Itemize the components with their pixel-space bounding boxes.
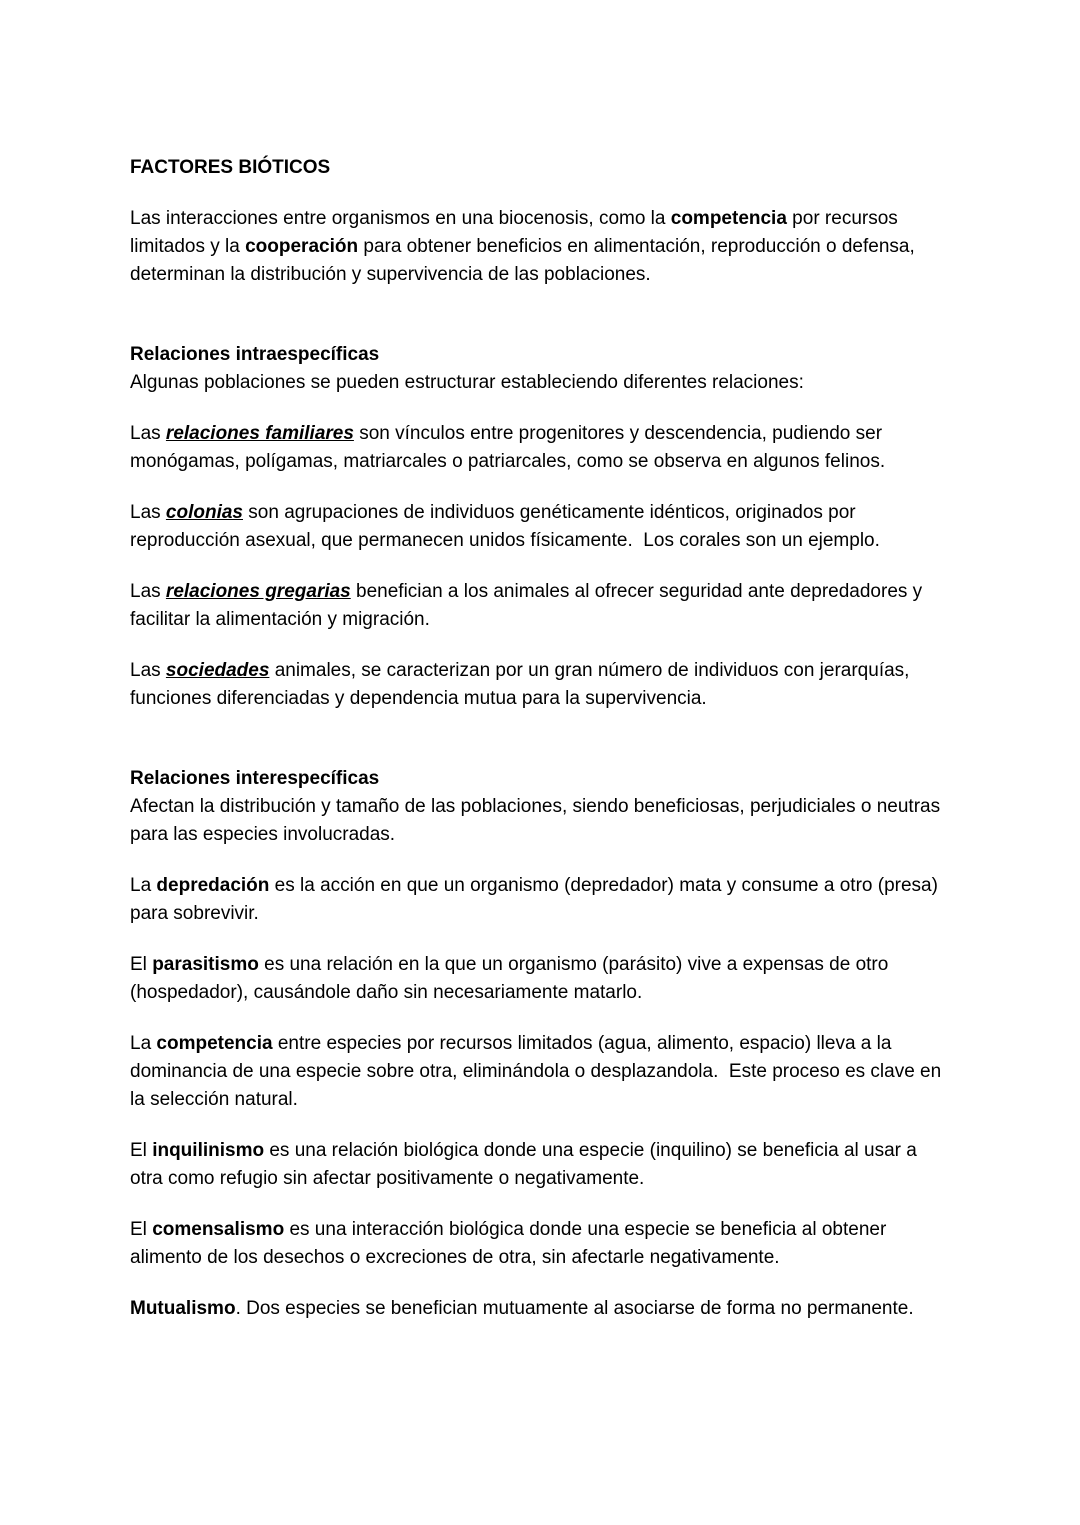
text-segment: son vínculos entre progenitores y descendencia, pudiendo ser monógamas, polígamas, matriarcales o patriarcales, como se observa en algunos felinos. [130, 423, 888, 472]
paragraph-intro-factores-bioticos [130, 205, 950, 289]
text-segment: para obtener beneficios en alimentación, reproducción o defensa, determinan la distribución y supervivencia de las poblaciones. [130, 236, 921, 285]
text-segment: entre especies por recursos limitados (agua, alimento, espacio) lleva a la dominancia de una especie sobre otra, eliminándola o desplazandola. Este proceso es clave en la selección natural. [130, 1033, 947, 1110]
paragraph-parasitismo [130, 951, 950, 1007]
text-segment: competencia [156, 1033, 273, 1054]
text-segment: Algunas poblaciones se pueden estructurar estableciendo diferentes relaciones: [130, 372, 804, 393]
paragraph-interespecificas-intro [130, 793, 950, 849]
text-segment: comensalismo [152, 1219, 285, 1240]
paragraph-relaciones-gregarias [130, 578, 950, 634]
text-segment: parasitismo [152, 954, 259, 975]
text-segment: inquilinismo [152, 1140, 265, 1161]
text-segment: depredación [156, 875, 270, 896]
text-segment: FACTORES BIÓTICOS [130, 157, 331, 178]
heading-relaciones-interespecificas [130, 765, 950, 793]
text-segment: El [130, 1219, 153, 1240]
text-segment: sociedades [165, 660, 270, 681]
paragraph-comensalismo [130, 1216, 950, 1272]
text-segment: es una relación biológica donde una especie (inquilino) se beneficia al usar a otra como refugio sin afectar positivamente o negativamente. [130, 1140, 923, 1189]
paragraph-mutualismo [130, 1295, 950, 1323]
text-segment: Las [130, 581, 166, 602]
paragraph-relaciones-familiares [130, 420, 950, 476]
text-segment: relaciones gregarias [165, 581, 351, 602]
text-segment: Las [130, 423, 166, 444]
text-segment: Las [130, 502, 166, 523]
paragraph-competencia [130, 1030, 950, 1114]
paragraph-intraespecificas-intro [130, 369, 950, 397]
text-segment: colonias [165, 502, 243, 523]
text-segment: Las [130, 660, 166, 681]
paragraph-colonias [130, 499, 950, 555]
text-segment: La [130, 875, 157, 896]
text-segment: es la acción en que un organismo (depredador) mata y consume a otro (presa) para sobrevivir. [130, 875, 944, 924]
text-segment: por recursos limitados y la [130, 208, 904, 257]
document-title [130, 154, 950, 182]
text-segment: benefician a los animales al ofrecer seguridad ante depredadores y facilitar la alimentación y migración. [130, 581, 928, 630]
text-segment: son agrupaciones de individuos genéticamente idénticos, originados por reproducción asexual, que permanecen unidos físicamente. Los corales son un ejemplo. [130, 502, 880, 551]
text-segment: Relaciones interespecíficas [130, 768, 380, 789]
text-segment: Mutualismo [130, 1298, 236, 1319]
paragraph-inquilinismo [130, 1137, 950, 1193]
text-segment: . Dos especies se benefician mutuamente al asociarse de forma no permanente. [235, 1298, 914, 1319]
text-segment: es una relación en la que un organismo (parásito) vive a expensas de otro (hospedador), causándole daño sin necesariamente matarlo. [130, 954, 894, 1003]
text-segment: La [130, 1033, 157, 1054]
text-segment: El [130, 954, 153, 975]
text-segment: Afectan la distribución y tamaño de las poblaciones, siendo beneficiosas, perjudiciales o neutras para las especies involucradas. [130, 796, 946, 845]
text-segment: es una interacción biológica donde una especie se beneficia al obtener alimento de los desechos o excreciones de otra, sin afectarle negativamente. [130, 1219, 892, 1268]
text-segment: cooperación [245, 236, 359, 257]
text-segment: relaciones familiares [165, 423, 354, 444]
text-segment: El [130, 1140, 153, 1161]
heading-relaciones-intraespecificas [130, 341, 950, 369]
text-segment: animales, se caracterizan por un gran número de individuos con jerarquías, funciones diferenciadas y dependencia mutua para la supervivencia. [130, 660, 915, 709]
text-segment: competencia [670, 208, 787, 229]
paragraph-depredacion [130, 872, 950, 928]
paragraph-sociedades [130, 657, 950, 713]
text-segment: Las interacciones entre organismos en una biocenosis, como la [130, 208, 671, 229]
text-segment: Relaciones intraespecíficas [130, 344, 380, 365]
